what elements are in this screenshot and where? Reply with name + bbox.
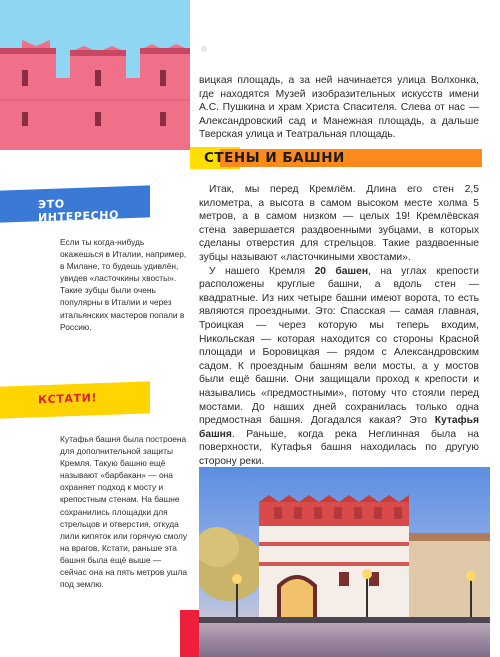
section-title: СТЕНЫ И БАШНИ bbox=[204, 150, 345, 166]
interesting-tag bbox=[0, 185, 150, 225]
walls-paragraph-2 bbox=[199, 265, 479, 469]
kutafya-tower-photo bbox=[199, 467, 490, 657]
towers-count: 20 башен bbox=[314, 265, 369, 277]
by-the-way-tag bbox=[0, 381, 150, 418]
interesting-label: ЭТО ИНТЕРЕСНО bbox=[38, 197, 120, 225]
walls-p2-c: . Раньше, когда река Неглинная была на поверхности, Кутафья башня находилась по другую сторону реки. bbox=[199, 428, 479, 467]
section-header bbox=[190, 147, 490, 169]
decorative-dot bbox=[201, 46, 207, 52]
decorative-red-block bbox=[180, 610, 200, 657]
interesting-text: Если ты когда-нибудь окажешься в Италии, например, в Милане, то будешь удивлён, увидев «ласточкины хвосты». Такие зубцы были очень популярны в Италии и через итальянских мастеров попали в Россию. bbox=[60, 237, 187, 332]
kremlin-wall-illustration bbox=[0, 0, 190, 150]
continuation-text: вицкая площадь, а за ней начинается улица Волхонка, где находятся Музей изобразительных искусств имени А.С. Пушкина и храм Христа Спасителя. Слева от нас — Александровский сад и Манежная площадь, а дальше Тверская улица и Театральная площадь. bbox=[199, 75, 479, 141]
by-the-way-label: КСТАТИ! bbox=[38, 391, 98, 407]
walls-paragraph-1: Итак, мы перед Кремлём. Длина его стен 2,5 километра, а высота в самом высоком месте холма 5 метров, а в самом низком — целых 19! Кремлёвская стена завершается раздвоенными зубцами, в которых сделаны отверстия для стрельцов. Такие раздвоенные зубцы называют «ласточкиными хвостами». bbox=[199, 184, 479, 263]
walls-towers-text bbox=[199, 183, 479, 468]
walls-p2-b: , на углах крепости расположены круглые башни, а вдоль стен — квадратные. Из них четыре башни имеют ворота, то есть являются проездными. Это: Спасская — самая главная, Троицкая — через которую мы теперь входим, Никольская — которая находится со стороны Красной площади и Боровицкая — рядом с Александровским садом. К проездным башням вели мосты, а у мостов были ещё башни. Они защищали проход к крепости и назывались «предмостными», потому что стояли перед мостами. До наших дней сохранилась только одна предмостная башня. Догадался какая? Это bbox=[199, 265, 479, 427]
walls-p2-a: У нашего Кремля bbox=[209, 265, 315, 277]
kutafya-tower-name: Кутафья башня bbox=[199, 415, 479, 440]
by-the-way-text: Кутафья башня была построена для дополнительной защиты Кремля. Такую башню ещё называют «барбакан» — она охраняет подход к мосту и крепостным стенам. На башне сохранились площадки для стрельцов и отверстия, откуда лили кипяток или горячую смолу на врагов. Кстати, раньше эта башня была ещё выше — сейчас она на пять метров ушла под землю. bbox=[60, 434, 188, 590]
intro-paragraph bbox=[199, 74, 479, 142]
